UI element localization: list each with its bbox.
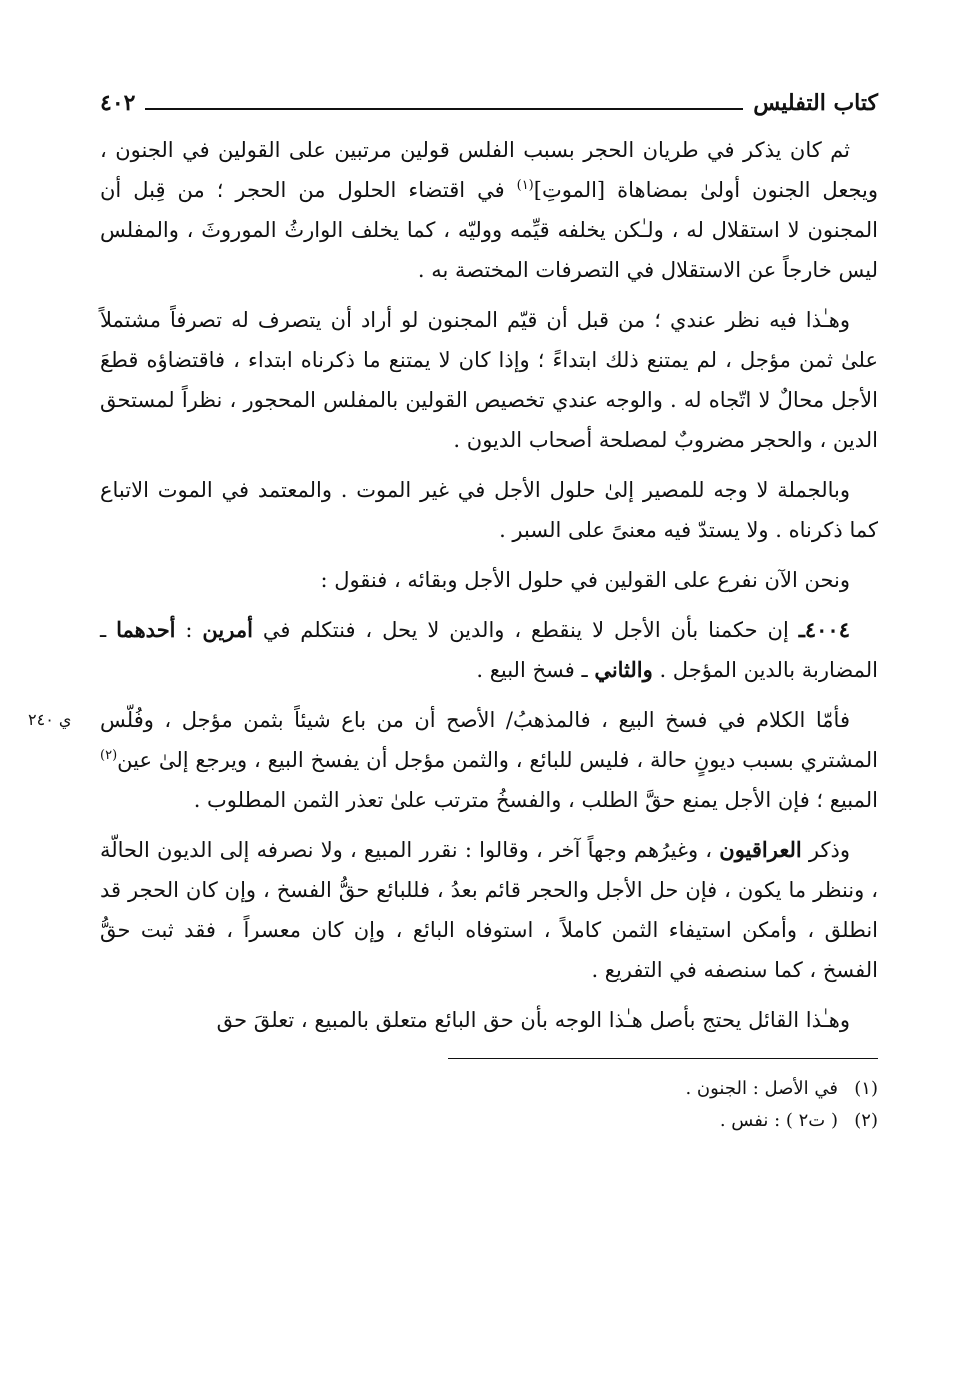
paragraph-7-text-c: ، وغيرُهم وجهاً آخر ، وقالوا : نقرر المبيع ، ولا نصرفه إلى الديون الحالّة ، وننظر ما يكون ، فإن حل الأجل والحجر قائم بعدُ ، فللبائع حقُّ الفسخ ، وإن كان الحجر قد انطلق ، وأمكن استيفاء الثمن كاملاً ، استوفاه البائع ، وإن كان معسراً ، فقد ثبت حقُّ الفسخ ، كما سنصفه في التفريع . xyxy=(100,838,878,982)
book-title: كتاب التفليس xyxy=(753,90,878,116)
paragraph-7-text-a: وذكر xyxy=(801,838,851,862)
footnote-2 xyxy=(100,1105,878,1137)
footnote-separator xyxy=(448,1058,878,1059)
footnote-2-text: ( ت٢ ) : نفس . xyxy=(719,1110,838,1131)
paragraph-5-term-amrayn: أمرين xyxy=(202,617,253,642)
paragraph-7 xyxy=(100,830,878,990)
section-number: ٤٠٠٤ـ xyxy=(798,617,850,642)
paragraph-5 xyxy=(100,610,878,690)
page-header xyxy=(100,76,878,116)
paragraph-7-term-iraqiyyun: العراقيون xyxy=(719,837,802,862)
margin-manuscript-ref: ي ٢٤٠ xyxy=(28,710,72,729)
page xyxy=(28,76,879,1137)
footnote-2-number: (٢) xyxy=(854,1110,878,1131)
page-number: ٤٠٢ xyxy=(100,90,136,116)
paragraph-2: وهـٰذا فيه نظر عندي ؛ من قبل أن قيّم المجنون لو أراد أن يتصرف له تصرفاً مشتملاً علىٰ ثمن مؤجل ، لم يمتنع ذلك ابتداءً ؛ وإذا كان لا يمتنع ما ذكرناه ابتداء ، فاقتضاؤه قطعَ الأجل محالٌ لا اتّجاه له . والوجه عندي تخصيص القولين بالمفلس المحجور ، نظراً لمستحق الدين ، والحجر مضروبٌ لمصلحة أصحاب الديون . xyxy=(100,308,878,452)
paragraph-1-text-cont: في اقتضاء الحلول من الحجر ؛ من قِبل أن المجنون لا استقلال له ، ولـٰكن يخلفه قيِّمه ووليّه ، كما يخلف الوارثُ الموروثَ ، والمفلس ليس خارجاً عن الاستقلال في التصرفات المختصة به . xyxy=(100,178,878,282)
footnotes xyxy=(100,1073,878,1137)
paragraph-3: وبالجملة لا وجه للمصير إلىٰ حلول الأجل في غير الموت . والمعتمد في الموت الاتباع كما ذكرناه . ولا يستدّ فيه معنىً على السبر . xyxy=(100,478,878,542)
paragraph-6-text-b: المبيع ؛ فإن الأجل يمنع حقَّ الطلب ، والفسخُ مترتب علىٰ تعذر الثمن المطلوب . xyxy=(193,788,878,812)
paragraph-5-term-first: أحدهما xyxy=(116,617,176,642)
paragraph-5-text-g: ـ فسخ البيع . xyxy=(476,658,595,682)
paragraph-5-text-c: : xyxy=(175,618,203,642)
footnote-1-number: (١) xyxy=(854,1078,878,1099)
paragraph-6-text-a: فأمّا الكلام في فسخ البيع ، فالمذهبُ/ الأصح أن من باع شيئاً بثمن مؤجل ، وفُلّس المشتري بسبب ديونٍ حالة ، فليس للبائع ، والثمن مؤجل أن يفسخ البيع ، ويرجع إلىٰ عين xyxy=(100,708,878,772)
paragraph-5-text-e: ـ المضاربة بالدين المؤجل . xyxy=(100,618,878,682)
paragraph-6 xyxy=(28,700,878,820)
paragraph-1 xyxy=(100,130,878,290)
paragraph-1-text: ثم كان يذكر في طريان الحجر بسبب الفلس قولين مرتبين على القولين في الجنون ، ويجعل الجنون أولىٰ بمضاهاة [الموتِ] xyxy=(100,138,879,202)
footnote-ref-2[interactable]: (٢) xyxy=(100,748,118,763)
paragraph-5-term-second: والثاني xyxy=(594,657,653,682)
main-text xyxy=(28,130,879,1040)
footnote-ref-1[interactable]: (١) xyxy=(516,178,534,193)
paragraph-5-text-a: إن حكمنا بأن الأجل لا ينقطع ، والدين لا يحل ، فنتكلم في xyxy=(252,618,799,642)
footnote-1 xyxy=(100,1073,878,1105)
paragraph-8: وهـٰذا القائل يحتج بأصل هـٰذا الوجه بأن حق البائع متعلق بالمبيع ، تعلقَ حق xyxy=(216,1008,850,1032)
paragraph-4: ونحن الآن نفرع على القولين في حلول الأجل وبقائه ، فنقول : xyxy=(320,568,850,592)
footnote-1-text: في الأصل : الجنون . xyxy=(685,1078,838,1099)
header-rule xyxy=(145,108,743,110)
